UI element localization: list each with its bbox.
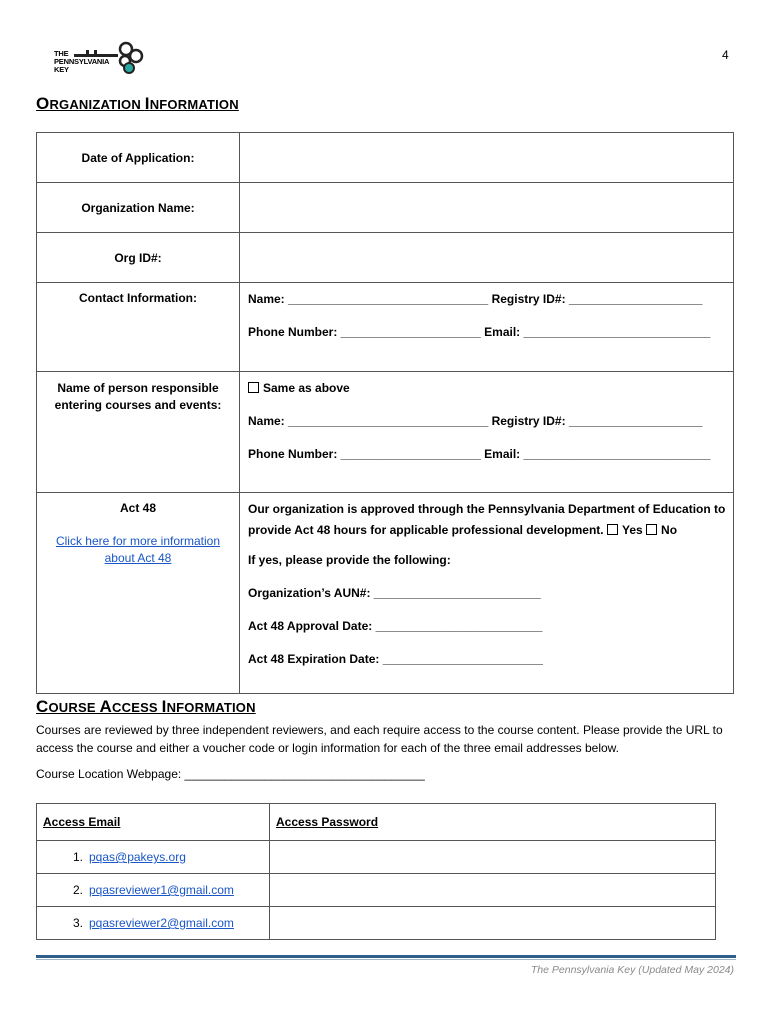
contact-name-line[interactable]: Name: ______________________________ Registry ID#: ____________________ [248, 292, 703, 306]
logo-text-key: KEY [54, 65, 69, 74]
same-as-above-label: Same as above [263, 381, 350, 395]
date-row [37, 133, 734, 183]
row-number: 2. [72, 883, 83, 897]
course-section-title: COURSE ACCESS INFORMATION [36, 697, 256, 716]
date-field[interactable] [240, 133, 734, 183]
org-name-label: Organization Name: [37, 183, 240, 233]
footer-rule-thin [36, 959, 736, 960]
access-table [36, 803, 716, 940]
row-number: 3. [72, 916, 83, 930]
date-label: Date of Application: [37, 133, 240, 183]
table-row [37, 907, 716, 940]
course-location-line[interactable]: Course Location Webpage: ____________________________________ [36, 767, 425, 781]
act48-info-link[interactable]: Click here for more information about Act 48 [55, 534, 221, 565]
course-intro-text: Courses are reviewed by three independent reviewers, and each require access to the course content. Please provide the URL to access the course and either a voucher code or login information for each of the three email addresses below. [36, 723, 723, 755]
act48-no-label: No [661, 523, 678, 537]
access-email-header: Access Email [37, 804, 270, 841]
contact-row [37, 283, 734, 372]
pa-key-logo [52, 40, 147, 78]
table-row [37, 874, 716, 907]
act48-row [37, 493, 734, 694]
expiration-date-line[interactable]: Act 48 Expiration Date: ________________________ [248, 652, 543, 666]
same-as-above-checkbox[interactable] [248, 382, 259, 393]
org-id-field[interactable] [240, 233, 734, 283]
row-number: 1. [72, 850, 83, 864]
contact-label: Contact Information: [37, 283, 240, 372]
aun-line[interactable]: Organization’s AUN#: _________________________ [248, 586, 541, 600]
act48-if-yes: If yes, please provide the following: [248, 553, 451, 567]
org-name-field[interactable] [240, 183, 734, 233]
email-link[interactable]: pqasreviewer2@gmail.com [89, 916, 234, 930]
access-header-row [37, 804, 716, 841]
act48-statement-line2: provide Act 48 hours for applicable professional development. [248, 523, 604, 537]
organization-info-table [36, 132, 734, 694]
logo-text-pennsylvania: PENNSYLVANIA [54, 57, 110, 66]
act48-label: Act 48 [119, 501, 157, 515]
responsible-row [37, 372, 734, 493]
page-number: 4 [722, 48, 729, 62]
org-id-row [37, 233, 734, 283]
act48-yes-label: Yes [621, 523, 643, 537]
password-field[interactable] [270, 907, 716, 940]
act48-statement-line1: Our organization is approved through the Pennsylvania Department of Education to [248, 502, 726, 516]
footer-text: The Pennsylvania Key (Updated May 2024) [530, 964, 734, 976]
table-row [37, 841, 716, 874]
password-field[interactable] [270, 841, 716, 874]
responsible-phone-line[interactable]: Phone Number: _____________________ Email: ____________________________ [248, 447, 711, 461]
org-id-label: Org ID#: [37, 233, 240, 283]
email-link[interactable]: pqasreviewer1@gmail.com [89, 883, 234, 897]
responsible-name-line[interactable]: Name: ______________________________ Registry ID#: ____________________ [248, 414, 703, 428]
contact-phone-line[interactable]: Phone Number: _____________________ Email: ____________________________ [248, 325, 711, 339]
org-section-title: ORGANIZATION INFORMATION [36, 94, 239, 113]
footer-rule [36, 955, 736, 958]
responsible-label: Name of person responsible entering courses and events: [37, 372, 240, 493]
act48-yes-checkbox[interactable] [607, 524, 618, 535]
email-link[interactable]: pqas@pakeys.org [89, 850, 186, 864]
act48-no-checkbox[interactable] [646, 524, 657, 535]
approval-date-line[interactable]: Act 48 Approval Date: _________________________ [248, 619, 543, 633]
password-field[interactable] [270, 874, 716, 907]
logo-text-the: THE [54, 49, 69, 58]
access-password-header: Access Password [270, 804, 716, 841]
org-name-row [37, 183, 734, 233]
